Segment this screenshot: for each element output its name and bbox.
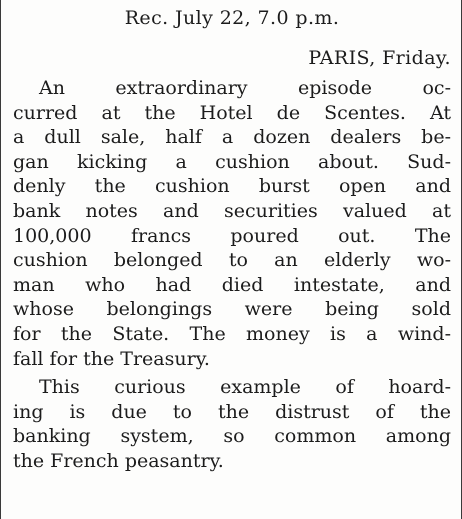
received-timestamp: Rec. July 22, 7.0 p.m.	[124, 7, 340, 29]
text-line: the French peasantry.	[13, 449, 224, 472]
text-line: denly the cushion burst open and	[13, 175, 451, 198]
text-line: curred at the Hotel de Scentes. At	[13, 101, 451, 124]
text-line: banking system, so common among	[13, 425, 451, 448]
text-line: 100,000 francs poured out. The	[13, 224, 451, 247]
text-line: whose belongings were being sold	[13, 298, 451, 321]
paragraph-1	[13, 76, 451, 371]
dateline-location: PARIS, Friday.	[308, 47, 451, 69]
text-line: ing is due to the distrust of the	[13, 400, 451, 423]
text-line: fall for the Treasury.	[13, 347, 210, 370]
text-line: man who had died intestate, and	[13, 273, 451, 296]
text-line: This curious example of hoard-	[39, 376, 451, 399]
article-body	[13, 76, 451, 474]
text-line: bank notes and securities valued at	[13, 199, 451, 222]
text-line: An extraordinary episode oc-	[39, 77, 451, 99]
text-line: for the State. The money is a wind-	[13, 322, 451, 345]
text-line: a dull sale, half a dozen dealers be-	[13, 126, 451, 149]
text-line: gan kicking a cushion about. Sud-	[13, 150, 451, 173]
paragraph-2	[13, 375, 451, 473]
text-line: cushion belonged to an elderly wo-	[13, 249, 451, 272]
